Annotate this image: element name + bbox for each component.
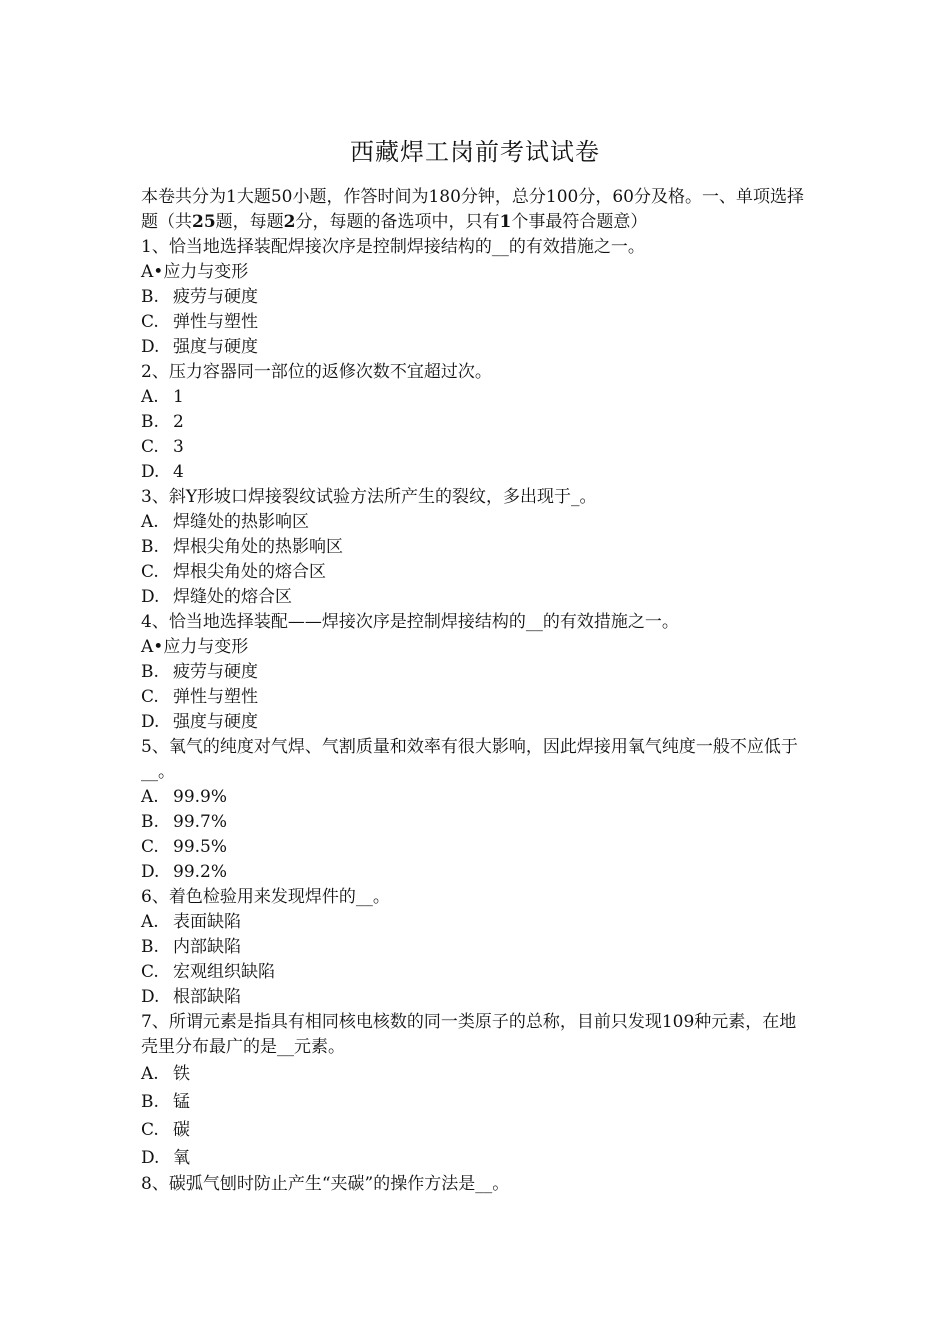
option-text: 弹性与塑性 xyxy=(173,687,258,707)
option xyxy=(141,910,811,935)
option xyxy=(141,535,811,560)
option xyxy=(141,785,811,810)
intro-text: 本卷共分为1大题50小题，作答时间为180分钟，总分100分，60分及格。一、单项选择题（共 xyxy=(141,187,804,232)
option-letter: D. xyxy=(141,987,160,1007)
option-letter: C. xyxy=(141,837,159,857)
option-text: 根部缺陷 xyxy=(173,987,241,1007)
intro-one: 1 xyxy=(499,212,512,232)
option-text: 表面缺陷 xyxy=(173,912,241,932)
option-letter: B. xyxy=(141,537,159,557)
option xyxy=(141,560,811,585)
option xyxy=(141,335,811,360)
intro-text: 题，每题 xyxy=(215,212,284,232)
option-text: 应力与变形 xyxy=(163,637,249,657)
question-1: 1、恰当地选择装配焊接次序是控制焊接结构的__的有效措施之一。 xyxy=(141,237,645,257)
option-text: 2 xyxy=(173,412,184,432)
option-letter: A. xyxy=(141,1064,159,1084)
option xyxy=(141,1088,811,1116)
option xyxy=(141,960,811,985)
option xyxy=(141,585,811,610)
option-text: 强度与硬度 xyxy=(173,337,258,357)
question-8: 8、碳弧气刨时防止产生“夹碳”的操作方法是__。 xyxy=(141,1174,510,1194)
option-letter: B. xyxy=(141,412,159,432)
option-text: 碳 xyxy=(173,1120,190,1140)
option-letter: D. xyxy=(141,712,160,732)
option-text: 4 xyxy=(173,462,184,482)
option-letter: A. xyxy=(141,512,159,532)
option-text: 疲劳与硬度 xyxy=(173,662,258,682)
option-text: 99.5% xyxy=(173,837,228,857)
option-text: 内部缺陷 xyxy=(173,937,241,957)
option xyxy=(141,835,811,860)
option xyxy=(141,935,811,960)
option-text: 焊根尖角处的热影响区 xyxy=(173,537,343,557)
option-letter: D. xyxy=(141,462,160,482)
option xyxy=(141,435,811,460)
intro-text: 个事最符合题意） xyxy=(511,212,648,232)
option-text: 99.2% xyxy=(173,862,228,882)
option-text: 锰 xyxy=(173,1092,190,1112)
option xyxy=(141,660,811,685)
option xyxy=(141,260,811,285)
option-text: 应力与变形 xyxy=(163,262,249,282)
option-text: 焊根尖角处的熔合区 xyxy=(173,562,326,582)
option-letter: A • xyxy=(141,260,163,285)
option-text: 宏观组织缺陷 xyxy=(173,962,275,982)
option-letter: D. xyxy=(141,862,160,882)
option-text: 焊缝处的熔合区 xyxy=(173,587,292,607)
option xyxy=(141,635,811,660)
option xyxy=(141,285,811,310)
intro-points: 2 xyxy=(283,212,296,232)
option-letter: A. xyxy=(141,912,159,932)
option-letter: B. xyxy=(141,287,159,307)
option-letter: C. xyxy=(141,1120,159,1140)
option-letter: B. xyxy=(141,937,159,957)
intro-text: 分，每题的备选项中，只有 xyxy=(295,212,500,232)
option xyxy=(141,985,811,1010)
option-text: 强度与硬度 xyxy=(173,712,258,732)
option xyxy=(141,1116,811,1144)
option-letter: B. xyxy=(141,662,159,682)
option-text: 99.7% xyxy=(173,812,228,832)
intro-num-questions: 25 xyxy=(192,212,216,232)
option-letter: D. xyxy=(141,587,160,607)
option xyxy=(141,1144,811,1172)
option xyxy=(141,810,811,835)
option xyxy=(141,685,811,710)
page-title: 西藏焊工岗前考试试卷 xyxy=(350,138,600,166)
question-2: 2、压力容器同一部位的返修次数不宜超过次。 xyxy=(141,362,492,382)
option xyxy=(141,410,811,435)
question-4: 4、恰当地选择装配——焊接次序是控制焊接结构的__的有效措施之一。 xyxy=(141,612,679,632)
option-letter: C. xyxy=(141,687,159,707)
option-letter: C. xyxy=(141,562,159,582)
option xyxy=(141,1060,811,1088)
option-text: 3 xyxy=(173,437,184,457)
option xyxy=(141,710,811,735)
exam-intro xyxy=(141,185,811,235)
option xyxy=(141,460,811,485)
option xyxy=(141,510,811,535)
question-3: 3、斜Y形坡口焊接裂纹试验方法所产生的裂纹，多出现于_。 xyxy=(141,487,597,507)
question-6: 6、着色检验用来发现焊件的__。 xyxy=(141,887,390,907)
option-letter: C. xyxy=(141,437,159,457)
option-letter: B. xyxy=(141,812,159,832)
option-letter: A • xyxy=(141,635,163,660)
option xyxy=(141,310,811,335)
option-letter: C. xyxy=(141,312,159,332)
question-7: 7、所谓元素是指具有相同核电核数的同一类原子的总称，目前只发现109种元素，在地壳里分布最广的是__元素。 xyxy=(141,1012,797,1057)
option-text: 氧 xyxy=(173,1148,190,1168)
option-text: 疲劳与硬度 xyxy=(173,287,258,307)
option-text: 1 xyxy=(173,387,184,407)
option xyxy=(141,860,811,885)
option xyxy=(141,385,811,410)
option-text: 铁 xyxy=(173,1064,190,1084)
question-5: 5、氧气的纯度对气焊、气割质量和效率有很大影响，因此焊接用氧气纯度一般不应低于__。 xyxy=(141,737,798,782)
document-content xyxy=(141,185,811,1197)
option-text: 弹性与塑性 xyxy=(173,312,258,332)
option-letter: C. xyxy=(141,962,159,982)
option-letter: D. xyxy=(141,1148,160,1168)
option-text: 99.9% xyxy=(173,787,228,807)
option-text: 焊缝处的热影响区 xyxy=(173,512,309,532)
option-letter: B. xyxy=(141,1092,159,1112)
option-letter: A. xyxy=(141,787,159,807)
option-letter: A. xyxy=(141,387,159,407)
option-letter: D. xyxy=(141,337,160,357)
